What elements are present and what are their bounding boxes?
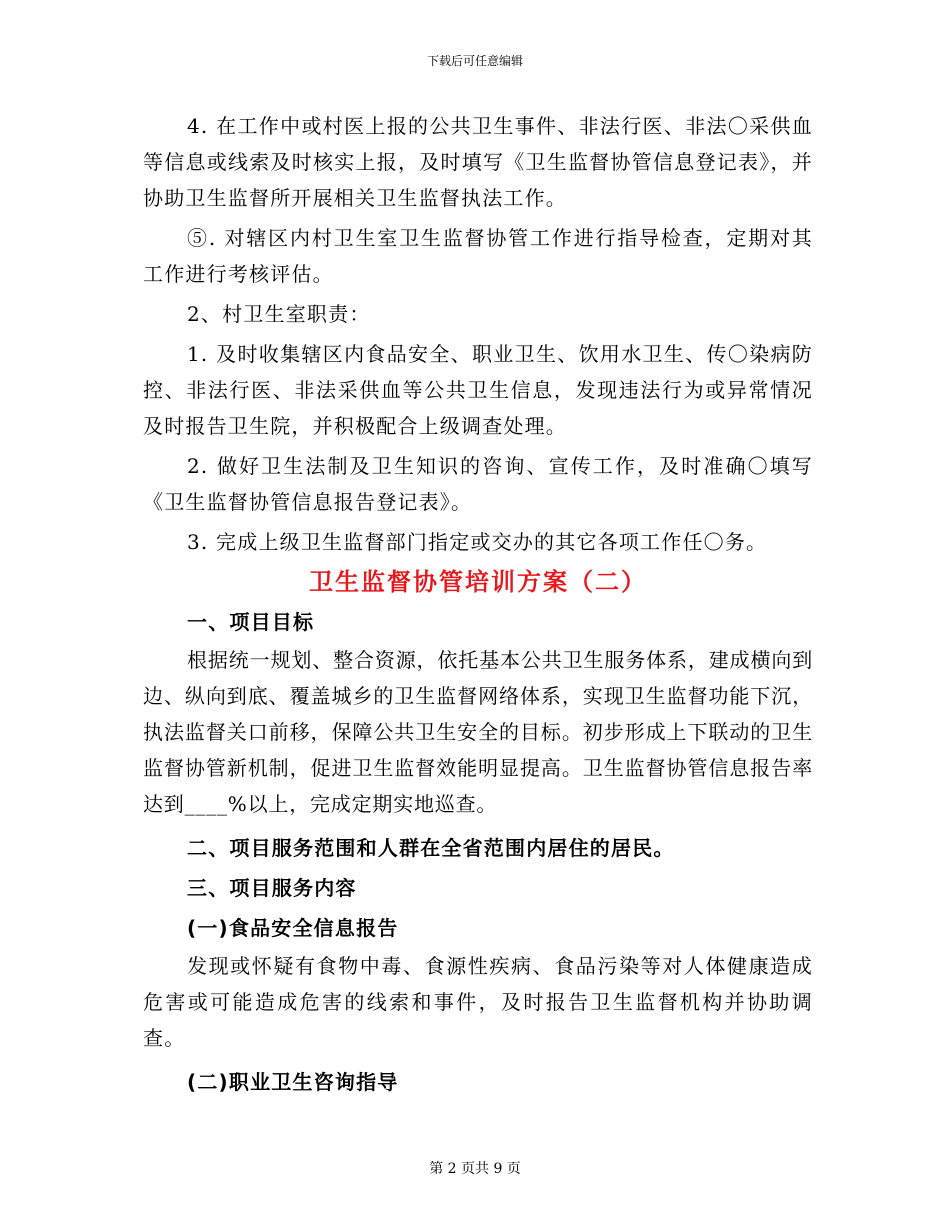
heading-service-content: 三、项目服务内容 (187, 876, 357, 900)
paragraph-item-4: 4. 在工作中或村医上报的公共卫生事件、非法行医、非法〇采供血等信息或线索及时核实上报，及时填写《卫生监督协管信息登记表》，并协助卫生监督所开展相关卫生监督执法工作。 (143, 114, 813, 210)
heading-service-scope: 二、项目服务范围和人群在全省范围内居住的居民。 (187, 836, 675, 860)
paragraph-duty-1: 1. 及时收集辖区内食品安全、职业卫生、饮用水卫生、传〇染病防控、非法行医、非法采供血等公共卫生信息，发现违法行为或异常情况及时报告卫生院，并积极配合上级调查处理。 (143, 342, 813, 438)
page-footer: 第 2 页共 9 页 (429, 1161, 521, 1177)
paragraph-item-5: ⑤. 对辖区内村卫生室卫生监督协管工作进行指导检查，定期对其工作进行考核评估。 (143, 226, 813, 286)
paragraph-food-safety: 发现或怀疑有食物中毒、食源性疾病、食品污染等对人体健康造成危害或可能造成危害的线索和事件，及时报告卫生监督机构并协助调查。 (143, 954, 813, 1050)
paragraph-duty-3: 3. 完成上级卫生监督部门指定或交办的其它各项工作任〇务。 (187, 530, 768, 554)
village-clinic-duties-heading: 2、村卫生室职责： (187, 302, 371, 326)
document-body (143, 108, 813, 1102)
paragraph-duty-2: 2. 做好卫生法制及卫生知识的咨询、宣传工作，及时准确〇填写《卫生监督协管信息报告登记表》。 (143, 454, 813, 514)
heading-occupational-health: (二)职业卫生咨询指导 (187, 1070, 399, 1094)
page-header: 下载后可任意编辑 (426, 54, 523, 68)
section-title: 卫生监督协管培训方案（二） (309, 568, 647, 596)
paragraph-project-goal: 根据统一规划、整合资源，依托基本公共卫生服务体系，建成横向到边、纵向到底、覆盖城乡的卫生监督网络体系，实现卫生监督功能下沉，执法监督关口前移，保障公共卫生安全的目标。初步形成上下联动的卫生监督协管新机制，促进卫生监督效能明显提高。卫生监督协管信息报告率达到____%以上，完成定期实地巡查。 (143, 648, 813, 816)
heading-project-goal: 一、项目目标 (187, 610, 315, 634)
heading-food-safety: (一)食品安全信息报告 (187, 916, 399, 940)
